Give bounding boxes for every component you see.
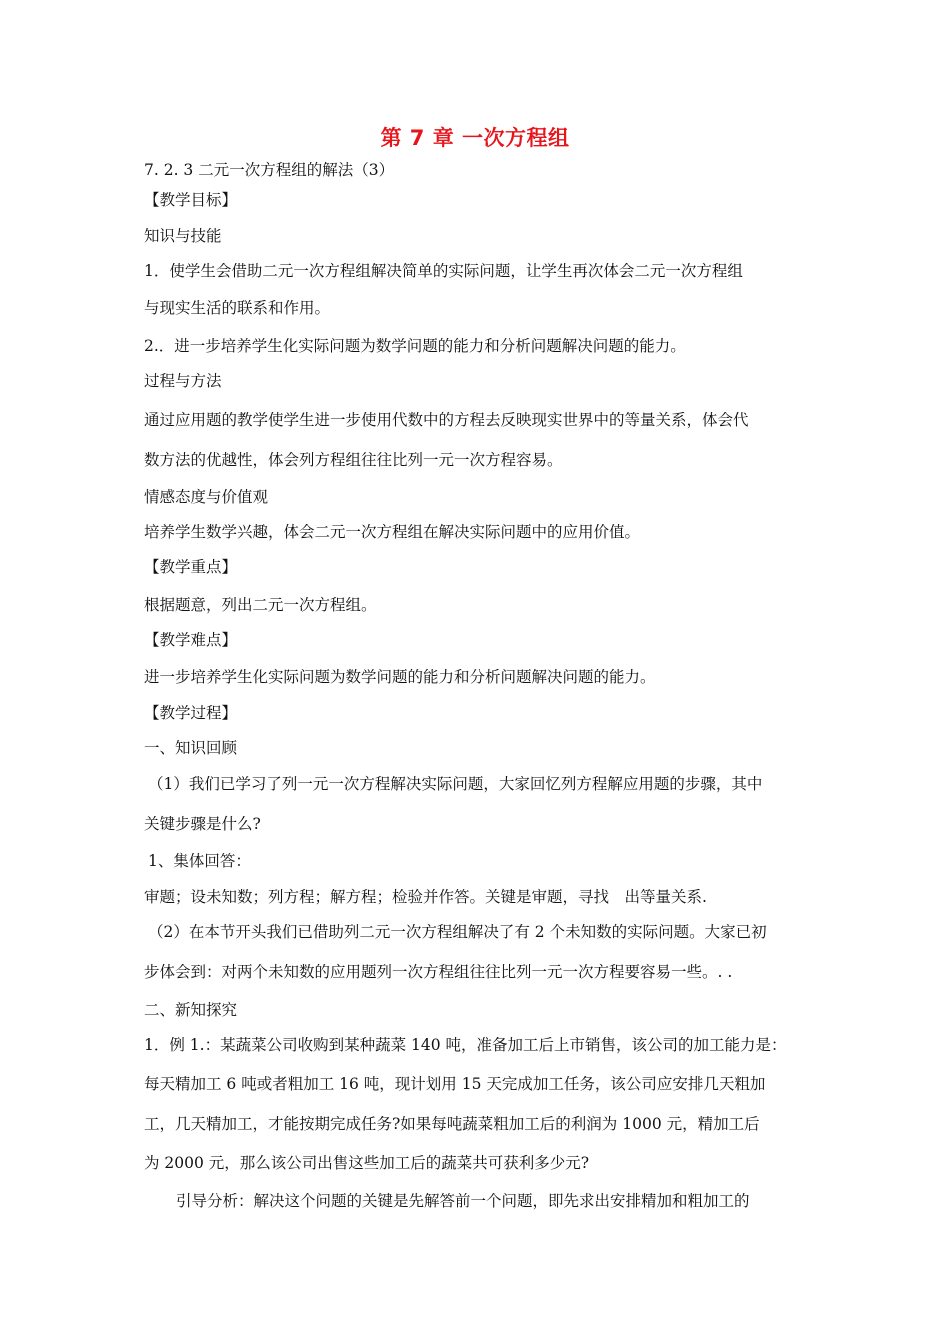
paragraph-line: 每天精加工 6 吨或者粗加工 16 吨，现计划用 15 天完成加工任务，该公司应安排几天粗加 (144, 1075, 766, 1093)
paragraph-line: 数方法的优越性，体会列方程组往往比列一元一次方程容易。 (144, 451, 563, 469)
paragraph-line: （2）在本节开头我们已借助列二元一次方程组解决了有 2 个未知数的实际问题。大家已初 (148, 923, 767, 941)
paragraph-line: 工，几天精加工，才能按期完成任务?如果每吨蔬菜粗加工后的利润为 1000 元，精加工后 (144, 1115, 760, 1133)
heading-teaching-process: 【教学过程】 (144, 704, 238, 722)
heading-teaching-difficulty: 【教学难点】 (144, 631, 238, 649)
paragraph-line: 2.．进一步培养学生化实际问题为数学问题的能力和分析问题解决问题的能力。 (144, 337, 686, 355)
paragraph-line: 审题；设未知数；列方程；解方程；检验并作答。关键是审题，寻找 出等量关系. (144, 888, 707, 906)
paragraph-line: 1．例 1.：某蔬菜公司收购到某种蔬菜 140 吨，准备加工后上市销售，该公司的加工能力是： (144, 1036, 787, 1054)
paragraph-line: 1．使学生会借助二元一次方程组解决简单的实际问题，让学生再次体会二元一次方程组 (144, 262, 743, 280)
paragraph-line: 1、集体回答： (148, 852, 251, 870)
paragraph-line: 引导分析：解决这个问题的关键是先解答前一个问题，即先求出安排精加和粗加工的 (176, 1192, 750, 1210)
chapter-title: 第 7 章 一次方程组 (380, 126, 570, 150)
subheading-knowledge-review: 一、知识回顾 (144, 739, 238, 757)
subheading-process-method: 过程与方法 (144, 372, 222, 390)
paragraph-line: 步体会到：对两个未知数的应用题列一次方程组往往比列一元一次方程要容易一些。. . (144, 963, 733, 981)
paragraph-line: 为 2000 元，那么该公司出售这些加工后的蔬菜共可获利多少元? (144, 1154, 590, 1172)
paragraph-line: 关键步骤是什么? (144, 815, 261, 833)
paragraph-line: 与现实生活的联系和作用。 (144, 299, 331, 317)
paragraph-line: 根据题意，列出二元一次方程组。 (144, 596, 377, 614)
subheading-attitude-values: 情感态度与价值观 (144, 488, 269, 506)
paragraph-line: 培养学生数学兴趣，体会二元一次方程组在解决实际问题中的应用价值。 (144, 523, 641, 541)
subheading-knowledge-skills: 知识与技能 (144, 227, 222, 245)
heading-teaching-goals: 【教学目标】 (144, 191, 238, 209)
subheading-new-knowledge: 二、新知探究 (144, 1001, 238, 1019)
heading-teaching-focus: 【教学重点】 (144, 558, 238, 576)
section-heading: 7. 2. 3 二元一次方程组的解法（3） (144, 161, 395, 179)
paragraph-line: 进一步培养学生化实际问题为数学问题的能力和分析问题解决问题的能力。 (144, 668, 656, 686)
paragraph-line: （1）我们已学习了列一元一次方程解决实际问题，大家回忆列方程解应用题的步骤，其中 (148, 775, 763, 793)
paragraph-line: 通过应用题的教学使学生进一步使用代数中的方程去反映现实世界中的等量关系，体会代 (144, 411, 749, 429)
